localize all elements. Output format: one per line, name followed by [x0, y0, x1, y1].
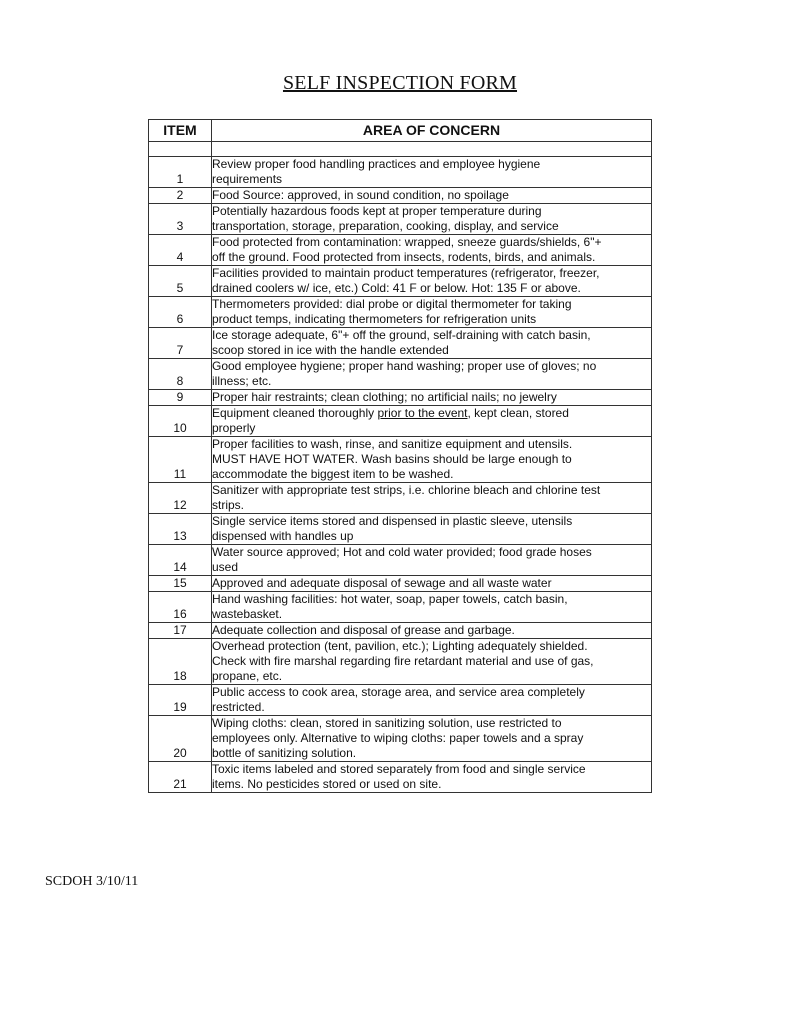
item-number: 19 — [149, 685, 212, 716]
concern-text: Toxic items labeled and stored separately from food and single service items. No pesticides stored or used on site. — [212, 762, 586, 791]
form-revision-footer: SCDOH 3/10/11 — [45, 874, 139, 889]
item-number: 18 — [149, 639, 212, 685]
table-row — [149, 514, 652, 545]
item-number: 21 — [149, 762, 212, 793]
concern-text: Overhead protection (tent, pavilion, etc.); Lighting adequately shielded. Check with fire marshal regarding fire retardant material and use of gas, propane, etc. — [212, 639, 594, 683]
area-of-concern — [212, 328, 652, 359]
area-of-concern — [212, 157, 652, 188]
area-of-concern — [212, 359, 652, 390]
item-number: 12 — [149, 483, 212, 514]
table-row — [149, 297, 652, 328]
item-number: 8 — [149, 359, 212, 390]
concern-text-before: Equipment cleaned thoroughly — [212, 406, 378, 420]
table-row — [149, 483, 652, 514]
area-of-concern — [212, 716, 652, 762]
concern-text: Good employee hygiene; proper hand washing; proper use of gloves; no illness; etc. — [212, 359, 597, 388]
table-row — [149, 639, 652, 685]
table-row — [149, 762, 652, 793]
item-number: 14 — [149, 545, 212, 576]
concern-text: Sanitizer with appropriate test strips, i.e. chlorine bleach and chlorine test strips. — [212, 483, 601, 512]
area-of-concern — [212, 297, 652, 328]
concern-text: Proper hair restraints; clean clothing; no artificial nails; no jewelry — [212, 390, 557, 404]
concern-text: Approved and adequate disposal of sewage and all waste water — [212, 576, 552, 590]
item-number: 5 — [149, 266, 212, 297]
inspection-table — [148, 119, 652, 793]
item-number: 20 — [149, 716, 212, 762]
concern-text: Food Source: approved, in sound condition, no spoilage — [212, 188, 509, 202]
spacer-cell — [212, 142, 652, 157]
item-number: 16 — [149, 592, 212, 623]
concern-text: Review proper food handling practices and employee hygiene requirements — [212, 157, 541, 186]
header-row — [149, 120, 652, 142]
area-column-header: AREA OF CONCERN — [212, 120, 652, 142]
item-column-header: ITEM — [149, 120, 212, 142]
concern-text: Potentially hazardous foods kept at proper temperature during transportation, storage, preparation, cooking, display, and service — [212, 204, 559, 233]
item-number: 11 — [149, 437, 212, 483]
table-row — [149, 576, 652, 592]
table-row — [149, 437, 652, 483]
concern-text: Proper facilities to wash, rinse, and sanitize equipment and utensils. MUST HAVE HOT WATER. Wash basins should be large enough to accommodate the biggest item to be washed. — [212, 437, 573, 481]
area-of-concern — [212, 623, 652, 639]
table-row — [149, 328, 652, 359]
item-number: 9 — [149, 390, 212, 406]
concern-text-underlined: prior to the event — [377, 406, 468, 420]
table-row — [149, 716, 652, 762]
area-of-concern — [212, 266, 652, 297]
area-of-concern — [212, 576, 652, 592]
concern-text: Single service items stored and dispensed in plastic sleeve, utensils dispensed with handles up — [212, 514, 573, 543]
table-row — [149, 390, 652, 406]
table-row — [149, 685, 652, 716]
area-of-concern — [212, 639, 652, 685]
item-number: 15 — [149, 576, 212, 592]
page-title: SELF INSPECTION FORM — [282, 72, 518, 94]
concern-text: Food protected from contamination: wrapped, sneeze guards/shields, 6"+ off the ground. Food protected from insects, rodents, birds, and animals. — [212, 235, 602, 264]
concern-text: Thermometers provided: dial probe or digital thermometer for taking product temps, indicating thermometers for refrigeration units — [212, 297, 572, 326]
item-number: 6 — [149, 297, 212, 328]
concern-text: Public access to cook area, storage area, and service area completely restricted. — [212, 685, 585, 714]
spacer-cell — [149, 142, 212, 157]
table-row — [149, 188, 652, 204]
table-row — [149, 359, 652, 390]
concern-text: Facilities provided to maintain product temperatures (refrigerator, freezer, drained coolers w/ ice, etc.) Cold: 41 F or below. Hot: 135 F or above. — [212, 266, 600, 295]
area-of-concern — [212, 235, 652, 266]
spacer-row — [149, 142, 652, 157]
item-number: 3 — [149, 204, 212, 235]
area-of-concern — [212, 406, 652, 437]
item-number: 17 — [149, 623, 212, 639]
item-number: 7 — [149, 328, 212, 359]
area-of-concern — [212, 514, 652, 545]
area-of-concern — [212, 685, 652, 716]
item-number: 13 — [149, 514, 212, 545]
concern-text-after: , kept clean, stored properly — [212, 406, 569, 435]
item-number: 10 — [149, 406, 212, 437]
concern-text: Adequate collection and disposal of grease and garbage. — [212, 623, 515, 637]
area-of-concern — [212, 483, 652, 514]
concern-text: Hand washing facilities: hot water, soap, paper towels, catch basin, wastebasket. — [212, 592, 568, 621]
table-row — [149, 266, 652, 297]
concern-text: Wiping cloths: clean, stored in sanitizing solution, use restricted to employees only. Alternative to wiping cloths: paper towels and a spray bottle of sanitizing solution. — [212, 716, 584, 760]
area-of-concern — [212, 188, 652, 204]
table-row — [149, 545, 652, 576]
concern-text: Ice storage adequate, 6"+ off the ground, self-draining with catch basin, scoop stored in ice with the handle extended — [212, 328, 591, 357]
item-number: 2 — [149, 188, 212, 204]
area-of-concern — [212, 545, 652, 576]
area-of-concern — [212, 592, 652, 623]
item-number: 4 — [149, 235, 212, 266]
area-of-concern — [212, 390, 652, 406]
table-row — [149, 235, 652, 266]
area-of-concern — [212, 437, 652, 483]
area-of-concern — [212, 204, 652, 235]
table-row — [149, 623, 652, 639]
table-row — [149, 157, 652, 188]
table-row — [149, 592, 652, 623]
table-row — [149, 406, 652, 437]
table-row — [149, 204, 652, 235]
area-of-concern — [212, 762, 652, 793]
item-number: 1 — [149, 157, 212, 188]
concern-text: Water source approved; Hot and cold water provided; food grade hoses used — [212, 545, 592, 574]
